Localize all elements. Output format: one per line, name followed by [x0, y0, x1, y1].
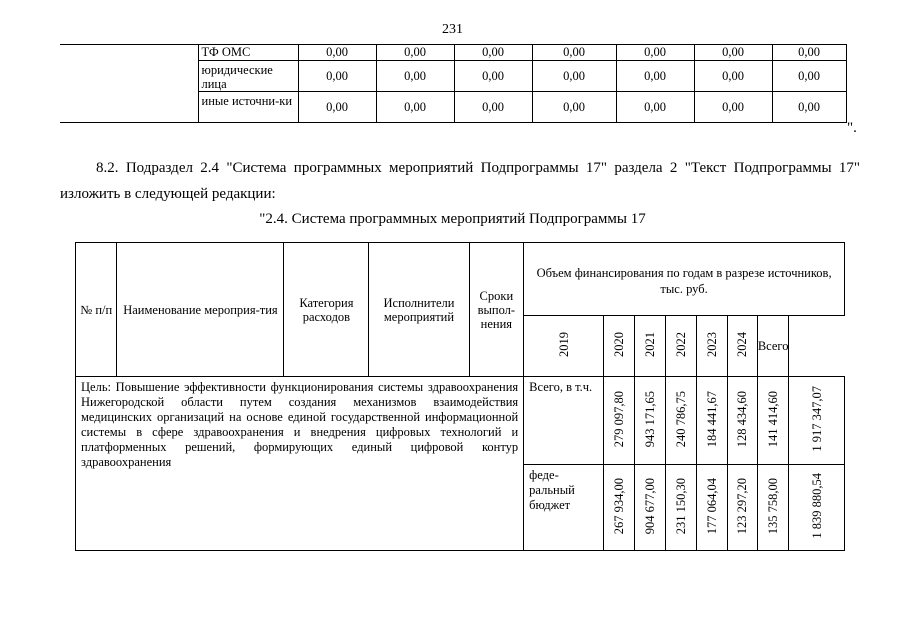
value-cell: 0,00: [532, 92, 616, 123]
value-cell: 0,00: [454, 45, 532, 61]
value-text: 231 150,30: [673, 477, 688, 535]
value-cell: 0,00: [376, 92, 454, 123]
value-text: 904 677,00: [643, 477, 658, 535]
value-text: 279 097,80: [612, 390, 627, 448]
section-title: "2.4. Система программных мероприятий Подпрограммы 17: [259, 211, 646, 227]
value-cell: [604, 465, 635, 551]
amendment-paragraph-continuation: изложить в следующей редакции:: [60, 186, 276, 202]
table-row: [76, 377, 845, 465]
year-label: 2024: [735, 332, 750, 357]
value-cell: [635, 465, 665, 551]
page-number: 231: [442, 22, 463, 37]
value-cell: [697, 465, 727, 551]
value-cell: 0,00: [532, 45, 616, 61]
value-cell: [789, 377, 845, 465]
header-financing: Объем финансирования по годам в разрезе источников, тыс. руб.: [524, 243, 845, 316]
value-text: 943 171,65: [643, 390, 658, 448]
year-label: 2021: [643, 332, 658, 357]
value-cell: 0,00: [298, 45, 376, 61]
value-cell: [635, 377, 665, 465]
value-cell: 0,00: [298, 92, 376, 123]
value-text: 135 758,00: [766, 477, 781, 535]
header-terms: Сроки выпол-нения: [469, 243, 524, 377]
value-cell: [789, 465, 845, 551]
value-cell: 0,00: [772, 45, 846, 61]
financing-table-continuation: [60, 44, 847, 123]
value-cell: [727, 465, 757, 551]
year-label: 2019: [556, 332, 571, 357]
header-category: Категория расходов: [284, 243, 369, 377]
amendment-paragraph: 8.2. Подраздел 2.4 "Система программных мероприятий Подпрограммы 17" раздела 2 "Текст Подпрограммы 17": [96, 160, 860, 176]
source-label: феде-ральный бюджет: [524, 465, 604, 551]
header-row: [76, 243, 845, 316]
value-cell: 0,00: [772, 61, 846, 92]
value-text: 1 917 347,07: [809, 386, 824, 452]
value-cell: 0,00: [454, 61, 532, 92]
source-label: Всего, в т.ч.: [524, 377, 604, 465]
year-label: 2020: [612, 332, 627, 357]
value-cell: [604, 377, 635, 465]
value-cell: 0,00: [694, 92, 772, 123]
value-text: 141 414,60: [766, 390, 781, 448]
value-cell: 0,00: [376, 45, 454, 61]
header-executors: Исполнители мероприятий: [369, 243, 469, 377]
year-header: [727, 316, 757, 377]
value-text: 1 839 880,54: [809, 473, 824, 539]
value-cell: 0,00: [616, 92, 694, 123]
year-header: [524, 316, 604, 377]
value-text: 177 064,04: [704, 477, 719, 535]
value-text: 128 434,60: [735, 390, 750, 448]
closing-quote: ".: [847, 120, 857, 136]
header-total: Всего: [757, 316, 788, 377]
value-cell: [697, 377, 727, 465]
value-cell: 0,00: [694, 45, 772, 61]
year-header: [697, 316, 727, 377]
empty-cell: [60, 45, 198, 123]
value-text: 267 934,00: [612, 477, 627, 535]
source-label: юридические лица: [198, 61, 298, 92]
source-label: ТФ ОМС: [198, 45, 298, 61]
value-cell: [665, 465, 696, 551]
year-label: 2023: [704, 332, 719, 357]
source-label: иные источни-ки: [198, 92, 298, 123]
value-cell: 0,00: [694, 61, 772, 92]
value-cell: [665, 377, 696, 465]
goal-text: Цель: Повышение эффективности функционирования системы здравоохранения Нижегородской области путем создания механизмов взаимодействия медицинских организаций на основе единой государственной информационной системы в сфере здравоохранения и внедрения цифровых технологий и платформенных решений, формирующих единый цифровой контур здравоохранения: [76, 377, 524, 551]
table-row: [60, 45, 846, 61]
value-cell: [757, 465, 788, 551]
value-cell: [727, 377, 757, 465]
value-text: 123 297,20: [735, 477, 750, 535]
year-label: 2022: [673, 332, 688, 357]
header-name: Наименование мероприя-тия: [117, 243, 284, 377]
value-cell: 0,00: [616, 45, 694, 61]
value-cell: 0,00: [298, 61, 376, 92]
value-cell: 0,00: [616, 61, 694, 92]
year-header: [635, 316, 665, 377]
value-cell: 0,00: [376, 61, 454, 92]
value-cell: 0,00: [772, 92, 846, 123]
value-cell: 0,00: [454, 92, 532, 123]
value-cell: 0,00: [532, 61, 616, 92]
year-header: [604, 316, 635, 377]
program-activities-table: [75, 242, 845, 551]
value-text: 240 786,75: [673, 390, 688, 448]
header-num: № п/п: [76, 243, 117, 377]
year-header: [665, 316, 696, 377]
value-cell: [757, 377, 788, 465]
value-text: 184 441,67: [704, 390, 719, 448]
